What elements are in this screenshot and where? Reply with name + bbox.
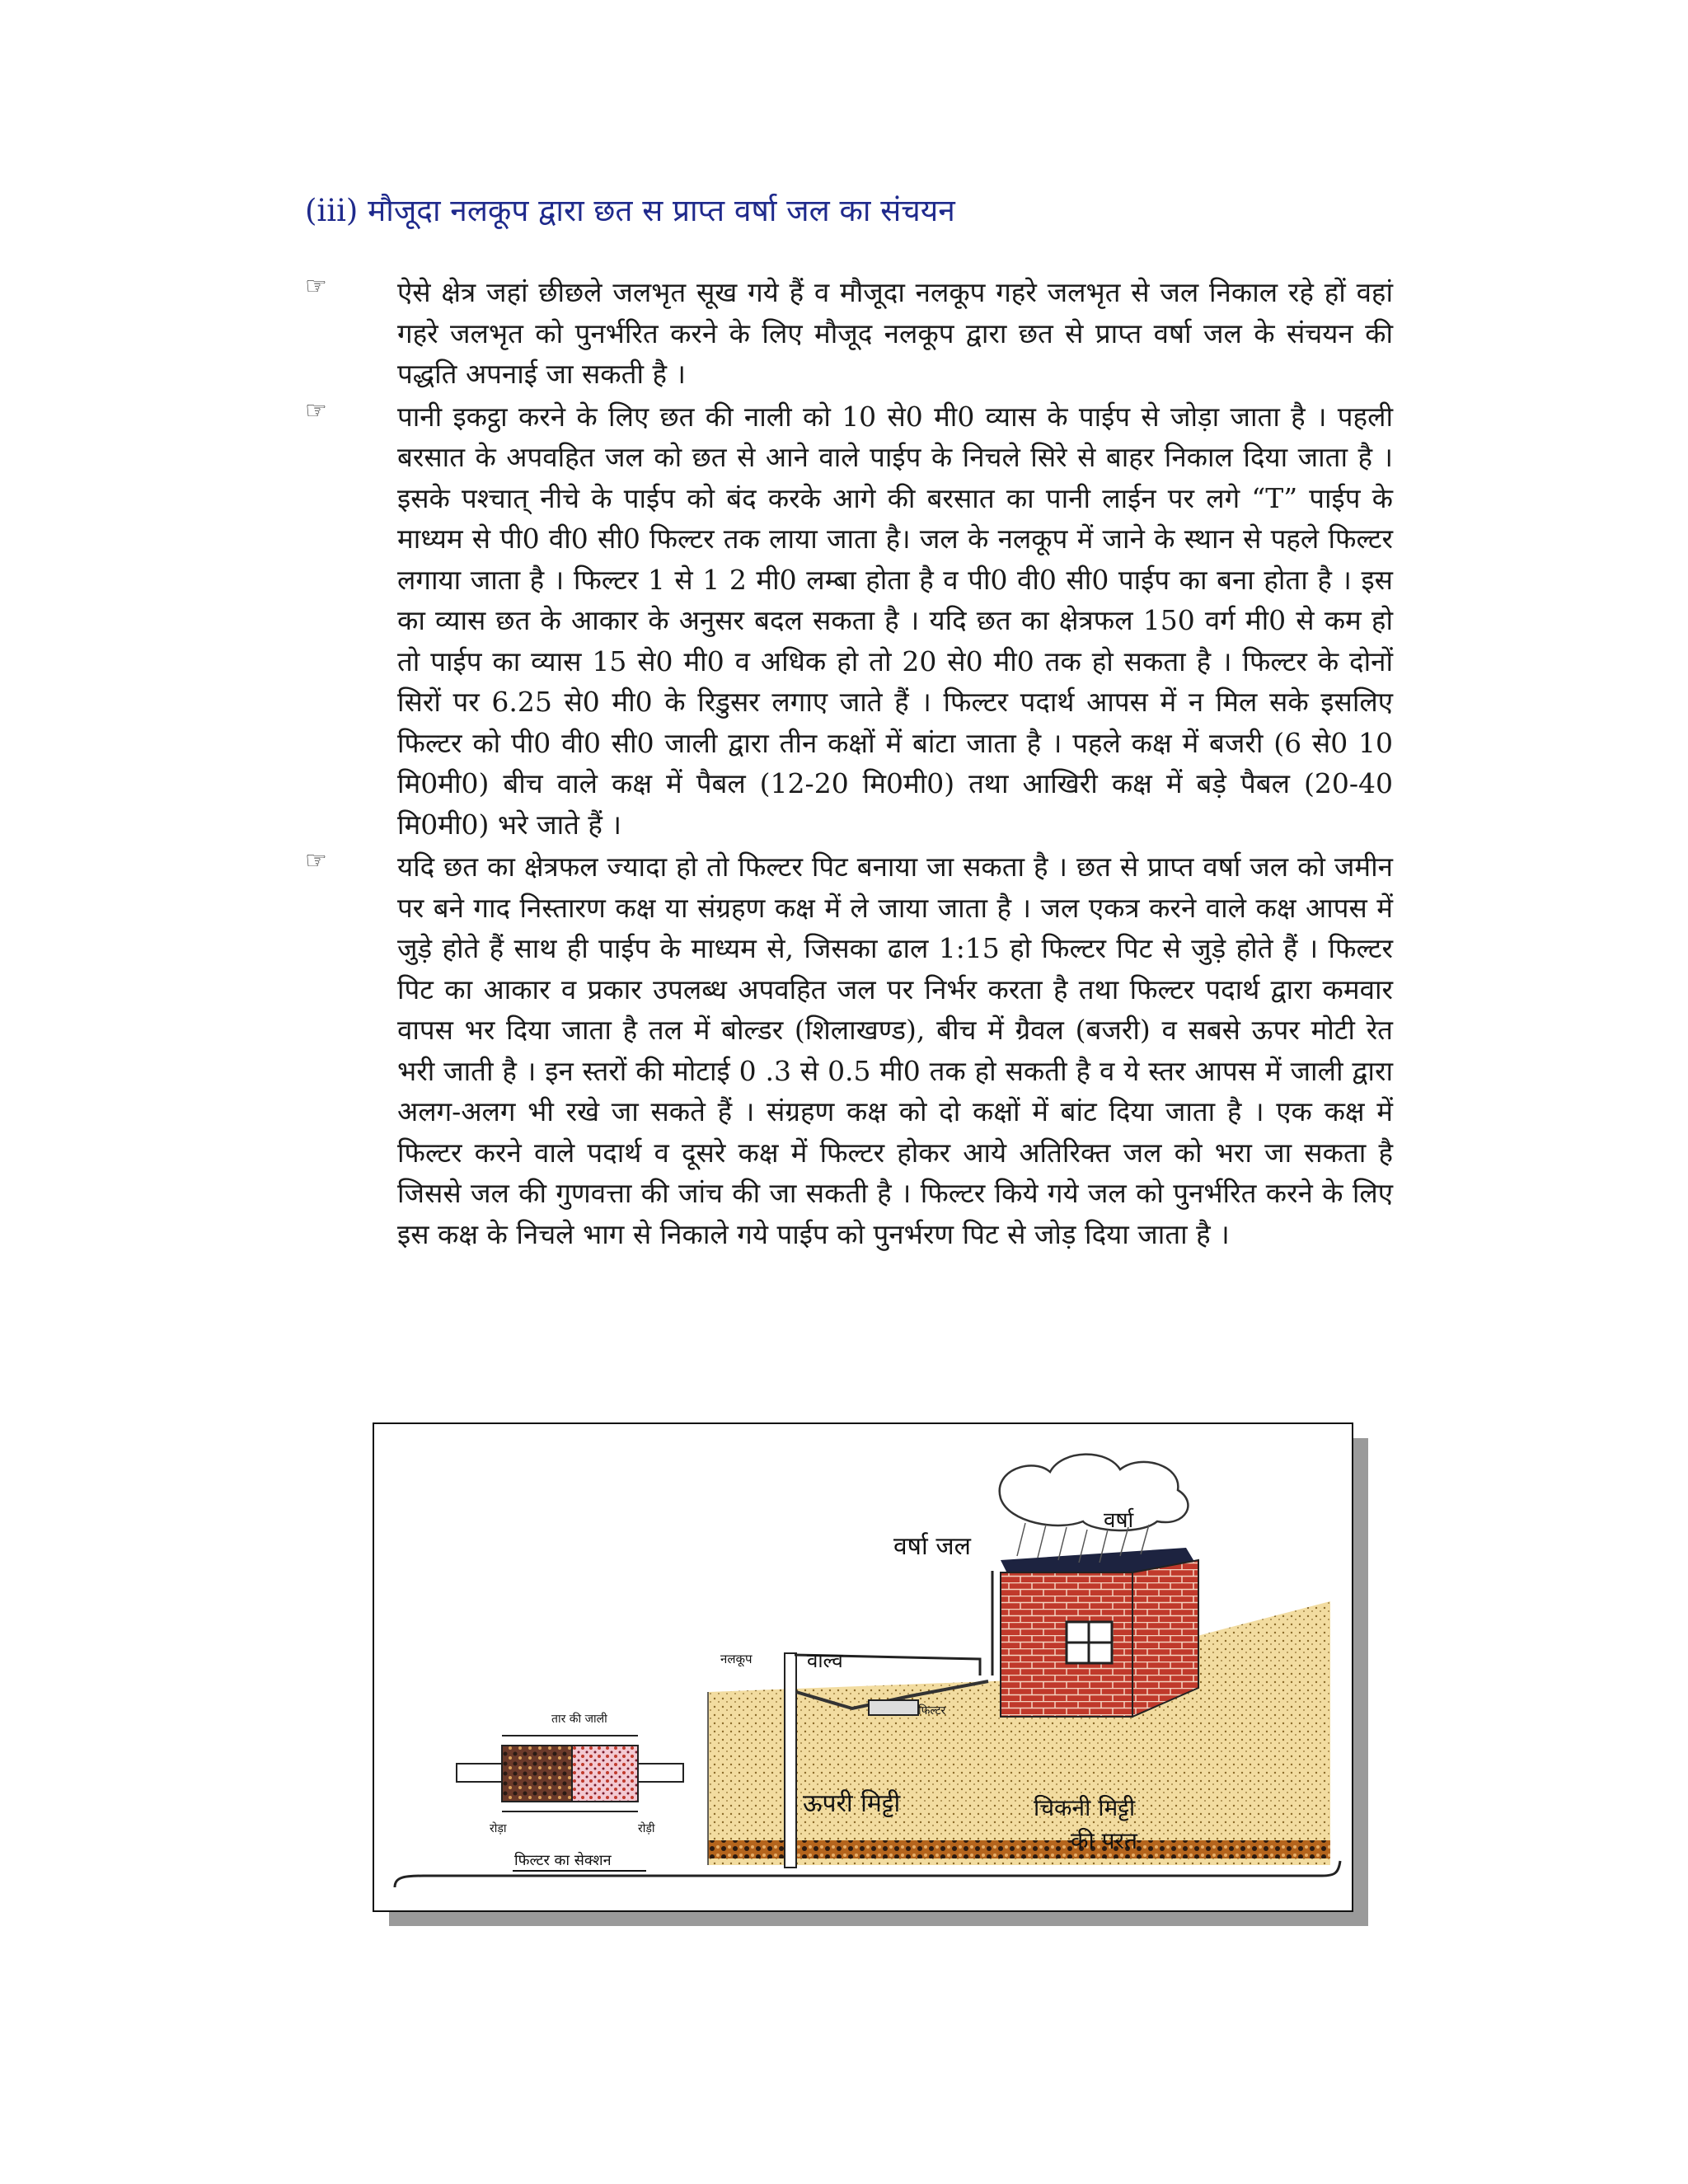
pointing-hand-icon: ☞ bbox=[305, 396, 327, 425]
rain-label: वर्षा bbox=[1104, 1508, 1134, 1533]
paragraph: ऐसे क्षेत्र जहां छीछले जलभृत सूख गये हैं व मौजूदा नलकूप गहरे जलभृत से जल निकाल रहे हों वहां गहरे जलभृत को पुनर्भरित करने के लिए मौजूद नलकूप द्वारा छत से प्राप्त वर्षा जल के संचयन की पद्धति अपनाई जा सकती है । bbox=[397, 276, 1393, 390]
filter-gravel-chamber bbox=[502, 1746, 572, 1802]
pointing-hand-icon: ☞ bbox=[305, 272, 327, 301]
valve-label: वाल्व bbox=[807, 1649, 843, 1672]
figure-drawing bbox=[374, 1424, 1352, 1910]
tubewell-pipe bbox=[785, 1653, 796, 1868]
bullet-list bbox=[305, 272, 1393, 1256]
list-item bbox=[305, 396, 1393, 846]
section-caption: फिल्टर का सेक्शन bbox=[514, 1852, 612, 1869]
clay-label-1: चिकनी मिट्टी bbox=[1034, 1794, 1136, 1821]
topsoil-label: ऊपरी मिट्टी bbox=[803, 1789, 901, 1818]
filter-label: फिल्टर bbox=[918, 1704, 946, 1718]
filter-pipe-left bbox=[457, 1764, 502, 1782]
rainwater-harvesting-figure bbox=[373, 1422, 1353, 1912]
paragraph: पानी इकट्ठा करने के लिए छत की नाली को 10 से0 मी0 व्यास के पाईप से जोड़ा जाता है । पहली बरसात के अपवहित जल को छत से आने वाले पाईप के निचले सिरे से बाहर निकाल दिया जाता है । इसके पश्चात् नीचे के पाईप को बंद करके आगे की बरसात का पानी लाईन पर लगे “T” पाईप के माध्यम से पी0 वी0 सी0 फिल्टर तक लाया जाता है। जल के नलकूप में जाने के स्थान से पहले फिल्टर लगाया जाता है । फिल्टर 1 से 1 2 मी0 लम्बा होता है व पी0 वी0 सी0 पाईप का बना होता है । इस का व्यास छत के आकार के अनुसर बदल सकता है । यदि छत का क्षेत्रफल 150 वर्ग मी0 से कम हो तो पाईप का व्यास 15 से0 मी0 व अधिक हो तो 20 से0 मी0 तक हो सकता है । फिल्टर के दोनों सिरों पर 6.25 से0 मी0 के रिडुसर लगाए जाते हैं । फिल्टर पदार्थ आपस में न मिल सके इसलिए फिल्टर को पी0 वी0 सी0 जाली द्वारा तीन कक्षों में बांटा जाता है । पहले कक्ष में बजरी (6 से0 10 मि0मी0) बीच वाले कक्ष में पैबल (12-20 मि0मी0) तथा आखिरी कक्ष में बड़े पैबल (20-40 मि0मी0) भरे जाते हैं । bbox=[397, 400, 1393, 841]
paragraph: यदि छत का क्षेत्रफल ज्यादा हो तो फिल्टर पिट बनाया जा सकता है । छत से प्राप्त वर्षा जल को जमीन पर बने गाद निस्तारण कक्ष या संग्रहण कक्ष में ले जाया जाता है । जल एकत्र करने वाले कक्ष आपस में जुड़े होते हैं साथ ही पाईप के माध्यम से, जिसका ढाल 1:15 हो फिल्टर पिट से जुड़े होते हैं । फिल्टर पिट का आकार व प्रकार उपलब्ध अपवहित जल पर निर्भर करता है तथा फिल्टर पदार्थ द्वारा कमवार वापस भर दिया जाता है तल में बोल्डर (शिलाखण्ड), बीच में ग्रैवल (बजरी) व सबसे ऊपर मोटी रेत भरी जाती है । इन स्तरों की मोटाई 0 .3 से 0.5 मी0 तक हो सकती है व ये स्तर आपस में जाली द्वारा अलग-अलग भी रखे जा सकते हैं । संग्रहण कक्ष को दो कक्षों में बांट दिया जाता है । एक कक्ष में फिल्टर करने वाले पदार्थ व दूसरे कक्ष में फिल्टर होकर आये अतिरिक्त जल को भरा जा सकता है जिससे जल की गुणवत्ता की जांच की जा सकती है । फिल्टर किये गये जल को पुनर्भरित करने के लिए इस कक्ष के निचले भाग से निकाले गये पाईप को पुनर्भरण पिट से जोड़ दिया जाता है । bbox=[397, 851, 1393, 1250]
pebble-label: रोड़ी bbox=[638, 1822, 655, 1835]
clay-layer bbox=[708, 1840, 1330, 1858]
filter-pipe-right bbox=[638, 1764, 683, 1782]
pointing-hand-icon: ☞ bbox=[305, 846, 327, 875]
rainwater-label: वर्षा जल bbox=[893, 1532, 971, 1561]
inline-filter bbox=[869, 1700, 918, 1715]
gravel-label: रोड़ा bbox=[490, 1822, 507, 1835]
list-item bbox=[305, 272, 1393, 395]
filter-pebble-chamber bbox=[572, 1746, 638, 1802]
list-item bbox=[305, 846, 1393, 1254]
rain-cloud bbox=[1000, 1455, 1189, 1530]
tubewell-label: नलकूप bbox=[720, 1652, 753, 1666]
mesh-label: तार की जाली bbox=[551, 1713, 607, 1726]
clay-label-2: की परत bbox=[1071, 1827, 1137, 1854]
section-heading: (iii) मौजूदा नलकूप द्वारा छत स प्राप्त वर्षा जल का संचयन bbox=[305, 193, 955, 228]
